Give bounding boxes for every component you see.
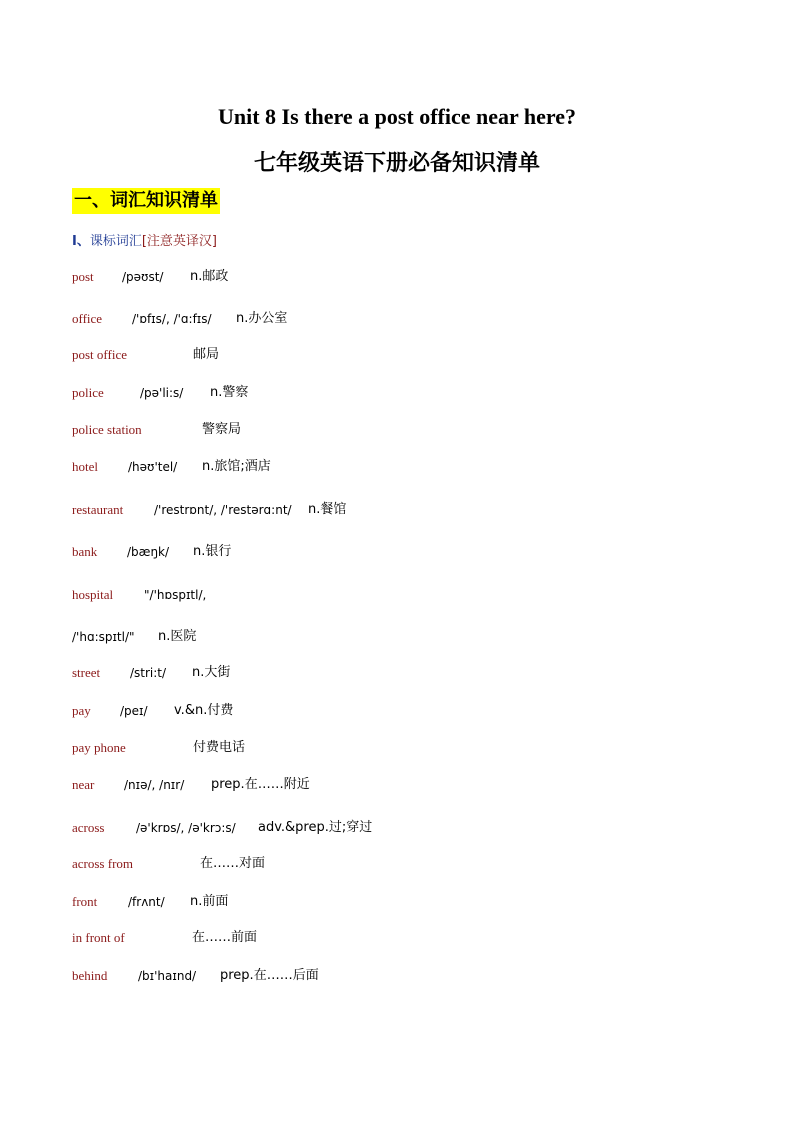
subheading-number: I、 [72, 234, 90, 249]
vocab-word: behind [72, 968, 108, 983]
section-heading: 一、词汇知识清单 [72, 188, 220, 214]
subheading-note: [注意英译汉] [141, 234, 218, 249]
page-title: Unit 8 Is there a post office near here? [217, 104, 577, 129]
vocab-phonetic: /ə'krɒs/, /ə'krɔ:s/ [136, 821, 236, 835]
vocab-phonetic: "/'hɒspɪtl/, [144, 588, 207, 602]
vocab-meaning: n.警察 [210, 385, 249, 400]
vocab-meaning: n.餐馆 [308, 502, 347, 517]
vocab-word: post office [72, 347, 127, 362]
vocab-word: across from [72, 856, 134, 871]
vocab-phonetic: /bɪ'haɪnd/ [138, 969, 197, 983]
vocab-meaning: v.&n.付费 [174, 703, 234, 718]
vocab-meaning: prep.在……附近 [211, 777, 310, 792]
vocab-meaning: 在……对面 [200, 856, 266, 871]
vocab-phonetic: /pə'li:s/ [140, 386, 184, 400]
vocab-meaning: 在……前面 [192, 930, 258, 945]
vocab-meaning: n.银行 [193, 544, 232, 559]
vocab-phonetic: /'ɒfɪs/, /'ɑ:fɪs/ [132, 312, 212, 326]
vocab-phonetic: /nɪə/, /nɪr/ [124, 778, 185, 792]
vocab-word: police [72, 385, 104, 400]
vocab-word: in front of [72, 930, 125, 945]
vocab-meaning: 付费电话 [193, 740, 246, 755]
vocab-word: pay phone [72, 740, 126, 755]
vocab-meaning: n.邮政 [190, 269, 229, 284]
vocab-phonetic: /'hɑ:spɪtl/" [72, 630, 135, 644]
vocab-phonetic: /frʌnt/ [128, 895, 165, 909]
vocab-phonetic: /həʊ'tel/ [128, 460, 178, 474]
vocab-meaning: 邮局 [193, 347, 220, 362]
vocab-word: hospital [72, 587, 114, 602]
vocab-meaning: 警察局 [202, 422, 242, 437]
vocab-word: restaurant [72, 502, 124, 517]
vocab-word: bank [72, 544, 98, 559]
vocab-phonetic: /'restrɒnt/, /'restərɑ:nt/ [154, 503, 292, 517]
vocab-meaning: n.大街 [192, 665, 231, 680]
vocab-word: across [72, 820, 105, 835]
vocab-subheading [72, 230, 217, 249]
vocab-meaning: adv.&prep.过;穿过 [258, 820, 373, 835]
vocab-meaning: prep.在……后面 [220, 968, 319, 983]
vocab-meaning: n.医院 [158, 629, 197, 644]
vocab-word: police station [72, 422, 142, 437]
vocab-meaning: n.前面 [190, 894, 229, 909]
vocab-word: pay [72, 703, 91, 718]
vocab-word: office [72, 311, 103, 326]
vocab-word: near [72, 777, 95, 792]
vocab-word: hotel [72, 459, 98, 474]
vocab-meaning: n.旅馆;酒店 [202, 459, 271, 474]
page-subtitle: 七年级英语下册必备知识清单 [253, 150, 540, 176]
subheading-label: 课标词汇 [89, 234, 142, 249]
vocab-phonetic: /stri:t/ [130, 666, 167, 680]
vocab-phonetic: /pəʊst/ [122, 270, 164, 284]
vocab-meaning: n.办公室 [236, 311, 288, 326]
vocab-word: front [72, 894, 98, 909]
vocab-word: street [72, 665, 101, 680]
vocab-phonetic: /bæŋk/ [127, 545, 170, 559]
vocab-phonetic: /peɪ/ [120, 704, 148, 718]
vocab-word: post [72, 269, 94, 284]
